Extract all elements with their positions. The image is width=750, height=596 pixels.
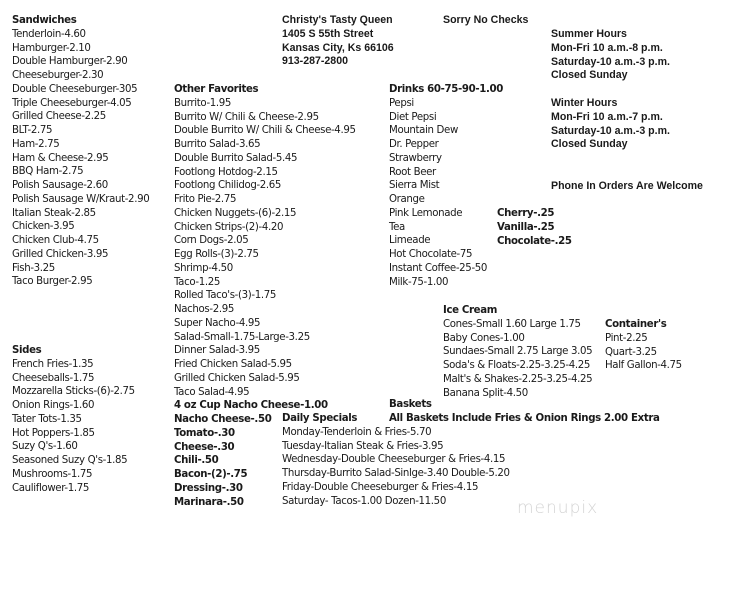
- hours-line: Mon-Fri 10 a.m.-8 p.m.: [551, 41, 663, 54]
- menu-item: Ham-2.75: [12, 138, 60, 150]
- menu-item: Taco Burger-2.95: [12, 276, 93, 288]
- container-item: Pint-2.25: [605, 332, 648, 344]
- drink-item: Mountain Dew: [389, 125, 458, 137]
- flavor-item: Chocolate-.25: [497, 235, 572, 247]
- notice-text: Sorry No Checks: [443, 14, 529, 26]
- menu-item: Cheeseballs-1.75: [12, 372, 95, 384]
- menu-item: Shrimp-4.50: [174, 262, 233, 274]
- winter-hours: [551, 97, 670, 152]
- menu-item: Seasoned Suzy Q's-1.85: [12, 455, 128, 466]
- hours-line: Saturday-10 a.m.-3 p.m.: [551, 55, 670, 68]
- special-item: Friday-Double Cheeseburger & Fries-4.15: [282, 481, 479, 493]
- drink-item: Diet Pepsi: [389, 111, 437, 123]
- menu-item: Polish Sausage W/Kraut-2.90: [12, 193, 150, 205]
- restaurant-phone: 913-287-2800: [282, 55, 348, 68]
- restaurant-address: 1405 S 55th Street: [282, 27, 374, 40]
- section-title-sandwiches: Sandwiches: [12, 15, 77, 26]
- nacho-cup-item: 4 oz Cup Nacho Cheese-1.00: [174, 400, 328, 412]
- menu-item: Corn Dogs-2.05: [174, 235, 249, 247]
- menu-item: BLT-2.75: [12, 125, 53, 136]
- extra-item: Bacon-(2)-.75: [174, 469, 248, 480]
- container-item: Quart-3.25: [605, 346, 657, 358]
- hours-line: Mon-Fri 10 a.m.-7 p.m.: [551, 110, 663, 123]
- special-item: Monday-Tenderloin & Fries-5.70: [282, 426, 432, 438]
- phone-orders-text: Phone In Orders Are Welcome: [551, 180, 703, 192]
- menu-item: Ham & Cheese-2.95: [12, 152, 109, 164]
- ice-cream-item: Soda's & Floats-2.25-3.25-4.25: [443, 360, 590, 371]
- extra-item: Nacho Cheese-.50: [174, 414, 272, 425]
- menu-item: Suzy Q's-1.60: [12, 441, 78, 453]
- drink-item: Pink Lemonade: [389, 207, 463, 219]
- no-checks-notice: [443, 14, 528, 28]
- section-title-baskets: Baskets: [389, 399, 432, 410]
- section-title-other-favorites: Other Favorites: [174, 84, 259, 95]
- special-item: Tuesday-Italian Steak & Fries-3.95: [282, 440, 444, 452]
- menu-item: Burrito W/ Chili & Cheese-2.95: [174, 111, 319, 123]
- menu-item: Footlong Hotdog-2.15: [174, 166, 278, 178]
- drink-item: Sierra Mist: [389, 180, 440, 192]
- section-title-containers: Container's: [605, 319, 667, 330]
- special-item: Saturday- Tacos-1.00 Dozen-11.50: [282, 495, 446, 507]
- menu-item: Tenderloin-4.60: [12, 28, 86, 40]
- hours-line: Closed Sunday: [551, 69, 628, 82]
- menu-item: Salad-Small-1.75-Large-3.25: [174, 331, 310, 343]
- ice-cream-item: Banana Split-4.50: [443, 387, 528, 399]
- menu-item: Double Burrito W/ Chili & Cheese-4.95: [174, 125, 356, 137]
- restaurant-name: Christy's Tasty Queen: [282, 14, 393, 26]
- menu-item: Polish Sausage-2.60: [12, 180, 108, 191]
- menu-item: BBQ Ham-2.75: [12, 166, 84, 178]
- menu-item: Chicken Strips-(2)-4.20: [174, 221, 284, 233]
- menu-item: Taco Salad-4.95: [174, 386, 250, 398]
- menu-item: Fish-3.25: [12, 262, 55, 274]
- section-title-ice-cream: Ice Cream: [443, 305, 498, 316]
- drink-item: Dr. Pepper: [389, 139, 439, 150]
- ice-cream-section: [443, 304, 592, 400]
- menu-item: Onion Rings-1.60: [12, 400, 95, 411]
- sandwiches-section: [12, 14, 149, 289]
- menu-item: Chicken Club-4.75: [12, 235, 99, 246]
- menu-item: Taco-1.25: [174, 276, 221, 288]
- menu-item: Mushrooms-1.75: [12, 468, 93, 480]
- drink-item: Limeade: [389, 235, 431, 247]
- restaurant-city: Kansas City, Ks 66106: [282, 41, 394, 54]
- drink-item: Pepsi: [389, 97, 414, 109]
- menu-item: Chicken-3.95: [12, 221, 75, 233]
- menu-item: Super Nacho-4.95: [174, 317, 261, 329]
- menu-item: Hamburger-2.10: [12, 42, 91, 54]
- hours-line: Closed Sunday: [551, 138, 628, 151]
- ice-cream-item: Baby Cones-1.00: [443, 332, 525, 344]
- extra-item: Tomato-.30: [174, 427, 235, 439]
- container-item: Half Gallon-4.75: [605, 360, 682, 372]
- drink-item: Hot Chocolate-75: [389, 249, 473, 260]
- baskets-note: All Baskets Include Fries & Onion Rings 2.00 Extra: [389, 412, 660, 424]
- summer-hours-title: Summer Hours: [551, 28, 627, 40]
- ice-cream-item: Sundaes-Small 2.75 Large 3.05: [443, 346, 593, 358]
- menupix-watermark: menupix: [517, 498, 599, 518]
- containers-section: [605, 318, 682, 373]
- hours-line: Saturday-10 a.m.-3 p.m.: [551, 124, 670, 137]
- special-item: Thursday-Burrito Salad-Sinlge-3.40 Double-5.20: [282, 468, 510, 479]
- drinks-section: [389, 83, 503, 289]
- section-title-daily-specials: Daily Specials: [282, 413, 358, 424]
- drink-item: Milk-75-1.00: [389, 276, 449, 288]
- menu-item: Dinner Salad-3.95: [174, 345, 260, 357]
- drink-item: Tea: [389, 221, 405, 233]
- extra-item: Marinara-.50: [174, 496, 244, 508]
- menu-item: Triple Cheeseburger-4.05: [12, 97, 132, 109]
- menu-item: Grilled Chicken Salad-5.95: [174, 372, 300, 384]
- section-title-sides: Sides: [12, 345, 42, 356]
- menu-item: Footlong Chilidog-2.65: [174, 180, 282, 192]
- sides-section: [12, 344, 135, 495]
- menu-item: Burrito-1.95: [174, 97, 232, 109]
- menu-item: Frito Pie-2.75: [174, 194, 237, 205]
- drink-flavors: [497, 207, 572, 248]
- menu-item: Rolled Taco's-(3)-1.75: [174, 290, 276, 302]
- menu-item: Cauliflower-1.75: [12, 482, 90, 494]
- menu-item: Nachos-2.95: [174, 304, 234, 315]
- menu-item: Egg Rolls-(3)-2.75: [174, 249, 259, 260]
- extra-item: Cheese-.30: [174, 441, 235, 453]
- ice-cream-item: Cones-Small 1.60 Large 1.75: [443, 318, 581, 330]
- extra-item: Dressing-.30: [174, 482, 243, 494]
- menu-item: Cheeseburger-2.30: [12, 70, 104, 81]
- drink-item: Instant Coffee-25-50: [389, 262, 488, 274]
- menu-item: Tater Tots-1.35: [12, 413, 82, 425]
- extra-item: Chili-.50: [174, 455, 219, 467]
- ice-cream-item: Malt's & Shakes-2.25-3.25-4.25: [443, 373, 593, 385]
- baskets-section: [389, 398, 660, 426]
- flavor-item: Vanilla-.25: [497, 221, 555, 233]
- drink-item: Root Beer: [389, 166, 436, 178]
- menu-item: Hot Poppers-1.85: [12, 427, 95, 439]
- drink-item: Orange: [389, 194, 425, 205]
- menu-item: Mozzarella Sticks-(6)-2.75: [12, 386, 135, 398]
- menu-item: Italian Steak-2.85: [12, 207, 96, 219]
- menu-item: Double Burrito Salad-5.45: [174, 152, 298, 164]
- phone-orders-notice: [551, 180, 703, 194]
- winter-hours-title: Winter Hours: [551, 97, 618, 109]
- daily-specials-section: [282, 412, 510, 508]
- menu-item: French Fries-1.35: [12, 358, 94, 370]
- summer-hours: [551, 28, 670, 83]
- menu-item: Double Hamburger-2.90: [12, 56, 128, 68]
- section-title-drinks: Drinks 60-75-90-1.00: [389, 84, 503, 95]
- menu-item: Chicken Nuggets-(6)-2.15: [174, 207, 297, 219]
- drink-item: Strawberry: [389, 152, 442, 164]
- restaurant-info: [282, 14, 394, 69]
- menu-item: Double Cheeseburger-305: [12, 83, 138, 95]
- menu-item: Grilled Chicken-3.95: [12, 248, 109, 260]
- menu-item: Grilled Cheese-2.25: [12, 111, 106, 123]
- menu-item: Burrito Salad-3.65: [174, 139, 261, 150]
- special-item: Wednesday-Double Cheeseburger & Fries-4.15: [282, 454, 506, 466]
- menu-item: Fried Chicken Salad-5.95: [174, 359, 292, 370]
- flavor-item: Cherry-.25: [497, 208, 555, 219]
